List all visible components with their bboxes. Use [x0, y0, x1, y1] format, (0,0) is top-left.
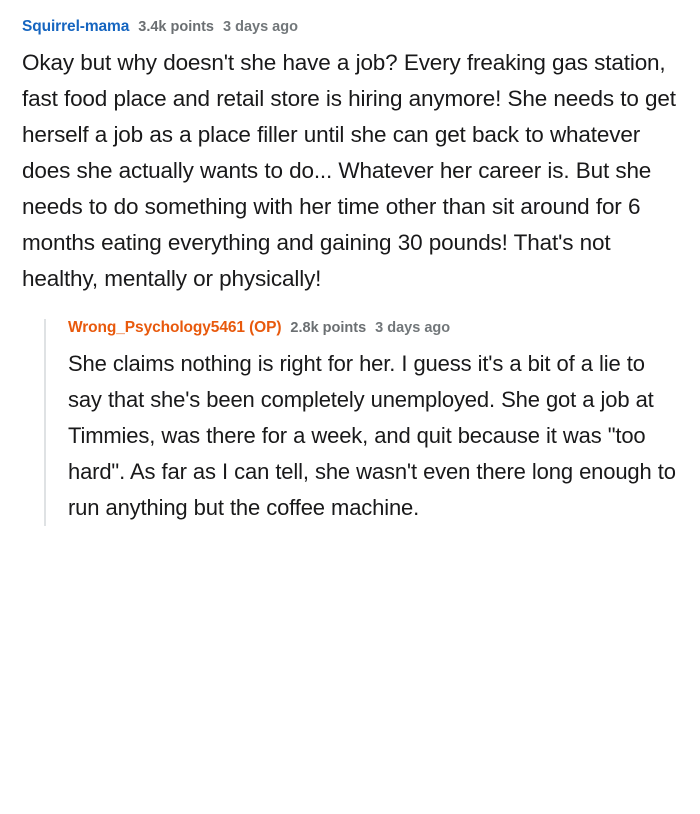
- comment-author-link[interactable]: Squirrel-mama: [22, 18, 130, 35]
- reply-author-link[interactable]: Wrong_Psychology5461 (OP): [68, 319, 282, 336]
- reply-timestamp: 3 days ago: [375, 320, 451, 336]
- reply-body: She claims nothing is right for her. I guess it's a bit of a lie to say that she's been completely unemployed. She got a job at Timmies, was there for a week, and quit because it was "too hard". As far as I can tell, she wasn't even there long enough to run anything but the coffee machine.: [68, 351, 676, 520]
- comment-reply: [44, 319, 682, 526]
- comment-top-level: [22, 18, 682, 526]
- reply-points: 2.8k points: [290, 320, 367, 336]
- reply-header: [68, 319, 682, 337]
- comment-timestamp: 3 days ago: [223, 19, 298, 35]
- comment-header: [22, 18, 682, 36]
- comment-points: 3.4k points: [138, 19, 214, 35]
- comment-body: Okay but why doesn't she have a job? Every freaking gas station, fast food place and retail store is hiring anymore! She needs to get herself a job as a place filler until she can get back to whatever does she actually wants to do... Whatever her career is. But she needs to do something with her time other than sit around for 6 months eating everything and gaining 30 pounds! That's not healthy, mentally or physically!: [22, 50, 676, 291]
- thread-line[interactable]: [44, 319, 46, 526]
